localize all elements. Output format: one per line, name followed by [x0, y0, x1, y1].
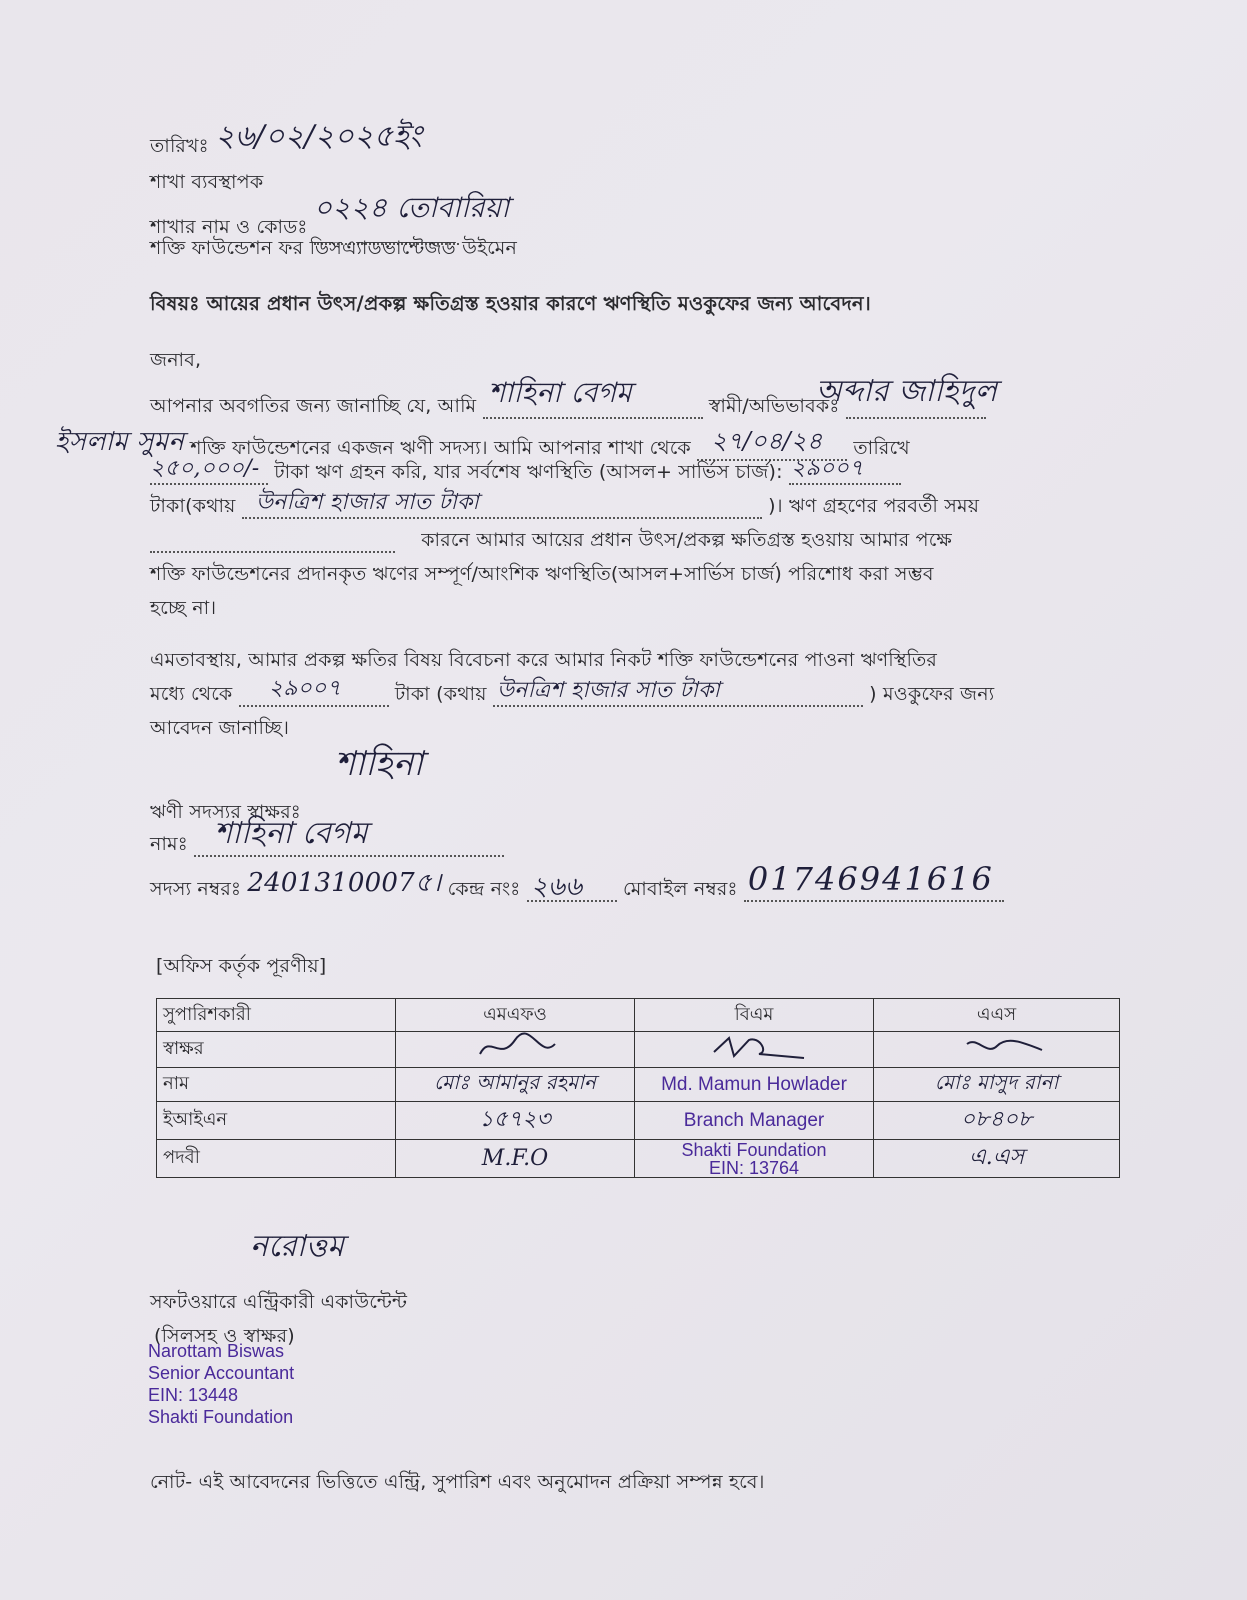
body-line1	[150, 374, 998, 424]
applicant-signature: শাহিনা	[335, 744, 424, 784]
date-value: ২৬/০২/২০২৫ইং	[215, 119, 423, 154]
date-label: তারিখঃ	[150, 135, 209, 157]
salutation: জনাব,	[150, 349, 202, 371]
balance-words-field: উনত্রিশ হাজার সাত টাকা	[242, 495, 762, 519]
name-label: নামঃ	[150, 833, 188, 855]
loan-date-field: ২৭/০৪/২৪	[697, 437, 847, 461]
balance-field: ২৯০০৭	[789, 461, 901, 485]
mobile-field: 01746941616	[744, 878, 1004, 902]
member-name-field: শাহিনা বেগম	[483, 395, 703, 419]
applicant-name-line	[150, 816, 504, 862]
applicant-sig-label: ঋণী সদস্যর স্বাক্ষরঃ	[150, 801, 302, 823]
body-line4	[150, 492, 979, 524]
bm-stamp-ein: EIN: 13764	[708, 1157, 800, 1178]
table-header-row	[157, 999, 1120, 1032]
branch-label: শাখার নাম ও কোডঃ	[150, 216, 308, 238]
body-line5	[150, 526, 952, 558]
row-label: পদবী	[157, 1140, 396, 1178]
branch-value: ০২২৪ তোবারিয়া	[314, 196, 459, 245]
body-line7: হচ্ছে না।	[150, 597, 217, 619]
guardian-cont: ইসলাম সুমন	[55, 427, 185, 457]
table-header: বিএম	[635, 999, 874, 1032]
body-line8: এমতাবস্থায়, আমার প্রকল্প ক্ষতির বিষয় বিবেচনা করে আমার নিকট শক্তি ফাউন্ডেশনের পাওনা ঋণস্থিতির	[150, 649, 938, 671]
stamp-title: Senior Accountant	[148, 1363, 295, 1383]
office-heading: [অফিস কর্তৃক পূরণীয়]	[156, 955, 327, 977]
addressee-line3: শক্তি ফাউন্ডেশন ফর ডিসএ্যাডভান্টেজড উইমেন	[150, 237, 518, 259]
as-name: মোঃ মাসুদ রানা	[874, 1068, 1120, 1102]
office-table	[156, 998, 1120, 1178]
table-row	[157, 1140, 1120, 1178]
subject: বিষয়ঃ আয়ের প্রধান উৎস/প্রকল্প ক্ষতিগ্রস্ত হওয়ার কারণে ঋণস্থিতি মওকুফের জন্য আবেদন।	[150, 292, 871, 315]
row-label: নাম	[157, 1068, 396, 1102]
accountant-label: সফটওয়ারে এন্ট্রিকারী একাউন্টেন্ট	[150, 1291, 408, 1313]
stamp-org: Shakti Foundation	[148, 1407, 294, 1427]
body-text: কারনে আমার আয়ের প্রধান উৎস/প্রকল্প ক্ষতিগ্রস্ত হওয়ায় আমার পক্ষে	[421, 529, 952, 551]
as-designation: এ.এস	[874, 1140, 1120, 1178]
stamp-ein: EIN: 13448	[148, 1385, 239, 1405]
bm-signature-mark	[699, 1032, 809, 1062]
body-line9	[150, 676, 995, 712]
body-line6: শক্তি ফাউন্ডেশনের প্রদানকৃত ঋণের সম্পূর্ণ/আংশিক ঋণস্থিতি(আসল+সার্ভিস চার্জ) পরিশোধ করা সম্ভব	[150, 563, 934, 585]
body-text: আপনার অবগতির জন্য জানাচ্ছি যে, আমি	[150, 395, 477, 417]
as-signature-cell	[874, 1032, 1120, 1068]
table-row	[157, 1032, 1120, 1068]
mfo-signature-cell	[396, 1032, 635, 1068]
body-text: মধ্যে থেকে	[150, 683, 233, 705]
guardian-label: স্বামী/অভিভাবকঃ	[708, 395, 840, 417]
applicant-name-field: শাহিনা বেগম	[194, 833, 504, 857]
row-label: স্বাক্ষর	[157, 1032, 396, 1068]
stamp-name: Narottam Biswas	[148, 1341, 285, 1361]
mfo-name: মোঃ আমানুর রহমান	[396, 1068, 635, 1102]
row-label: ইআইএন	[157, 1102, 396, 1140]
body-text: তারিখে	[853, 437, 910, 459]
date-line	[150, 118, 422, 169]
table-header: এমএফও	[396, 999, 635, 1032]
table-row	[157, 1102, 1120, 1140]
as-ein: ০৮৪০৮	[874, 1102, 1120, 1140]
as-signature-mark	[947, 1032, 1047, 1062]
mobile-label: মোবাইল নম্বরঃ	[623, 878, 738, 900]
member-no-value: 2401310007৫।	[247, 868, 442, 898]
mfo-ein: ১৫৭২৩	[396, 1102, 635, 1140]
accountant-seal-label: (সিলসহ ও স্বাক্ষর)	[154, 1325, 295, 1347]
addressee-line1: শাখা ব্যবস্থাপক	[150, 171, 264, 193]
waiver-amount-field: ২৯০০৭	[239, 683, 389, 707]
waiver-words-field: উনত্রিশ হাজার সাত টাকা	[493, 683, 863, 707]
center-field: ২৬৬	[527, 878, 617, 902]
body-text: শক্তি ফাউন্ডেশনের একজন ঋণী সদস্য। আমি আপনার শাখা থেকে	[190, 437, 691, 459]
table-row	[157, 1068, 1120, 1102]
body-text: টাকা (কথায়	[394, 683, 487, 705]
bm-stamp-title: Branch Manager	[635, 1102, 874, 1140]
body-line10: আবেদন জানাচ্ছি।	[150, 717, 290, 739]
body-text: টাকা ঋণ গ্রহন করি, যার সর্বশেষ ঋণস্থিতি (আসল+ সার্ভিস চার্জ):	[274, 461, 783, 483]
body-text: ) মওকুফের জন্য	[869, 683, 995, 705]
member-no-label: সদস্য নম্বরঃ	[150, 878, 242, 900]
body-text: টাকা(কথায়	[150, 495, 236, 517]
loan-amount-field: ২৫০,০০০/-	[150, 461, 268, 485]
table-header: এএস	[874, 999, 1120, 1032]
bm-stamp-org: Shakti Foundation EIN: 13764	[635, 1140, 874, 1178]
bm-stamp-name: Md. Mamun Howlader	[635, 1068, 874, 1102]
bm-signature-cell	[635, 1032, 874, 1068]
guardian-field: অব্দার জাহিদুল	[846, 395, 986, 419]
note: নোট- এই আবেদনের ভিত্তিতে এন্ট্রি, সুপারিশ এবং অনুমোদন প্রক্রিয়া সম্পন্ন হবে।	[150, 1471, 765, 1493]
mfo-signature-mark	[470, 1032, 560, 1062]
mfo-designation: M.F.O	[396, 1140, 635, 1178]
applicant-id-line	[150, 860, 1004, 910]
body-text: )। ঋণ গ্রহণের পরবর্তী সময়	[768, 495, 980, 517]
table-header: সুপারিশকারী	[157, 999, 396, 1032]
accountant-stamp	[148, 1340, 294, 1428]
reason-field	[150, 529, 395, 553]
accountant-signature: নরোত্তম	[250, 1229, 345, 1264]
center-label: কেন্দ্র নংঃ	[447, 878, 521, 900]
